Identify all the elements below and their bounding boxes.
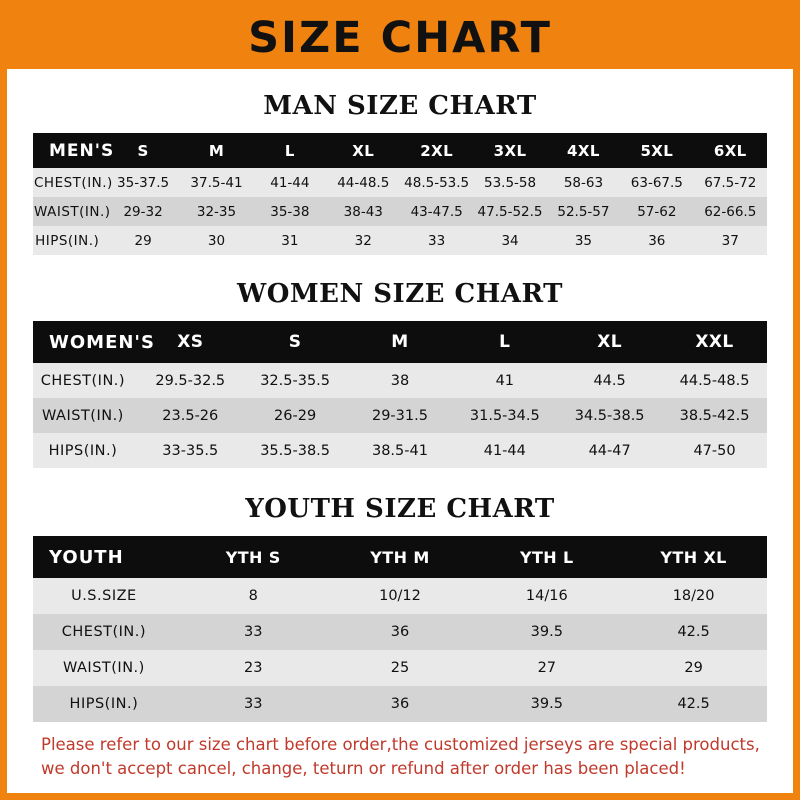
table-cell: 37.5-41 [190,174,243,191]
table-youth-size [33,536,767,722]
table-row [33,168,767,197]
page-banner [7,7,793,69]
table-cell: 38 [390,372,410,389]
table-cell: 44.5 [593,372,626,389]
row-label: WAIST(IN.) [34,203,111,220]
row-label: HIPS(IN.) [35,232,100,249]
header-cell-size: 5XL [640,141,674,160]
table-header-row [33,133,767,168]
notice-line-1: Please refer to our size chart before order,the customized jerseys are special products, [41,735,760,755]
header-cell-size: L [284,141,295,160]
table-cell: 29 [134,232,152,249]
section-man-size-chart [33,69,767,255]
row-label: WAIST(IN.) [41,407,124,424]
table-row [33,686,767,722]
table-cell: 63-67.5 [630,174,683,191]
table-cell: 39.5 [530,696,563,712]
table-cell: 43-47.5 [410,203,463,220]
table-row [33,226,767,255]
order-notice [33,723,767,793]
table-cell: 52.5-57 [557,203,610,220]
table-cell: 36 [390,624,410,640]
header-cell-size: S [137,141,149,160]
table-cell: 48.5-53.5 [404,174,470,191]
notice-line-2: we don't accept cancel, change, teturn or refund after order has been placed! [41,759,686,779]
table-cell: 31 [281,232,299,249]
row-label: HIPS(IN.) [48,442,118,459]
table-cell: 23.5-26 [162,407,219,424]
page-title: SIZE CHART [248,12,552,63]
table-header-row [33,321,767,363]
header-cell-size: XL [597,332,623,352]
section-title-women: WOMEN SIZE CHART [237,279,563,309]
header-cell-size: 6XL [713,141,747,160]
section-title-man: MAN SIZE CHART [263,91,537,121]
table-cell: 44-48.5 [337,174,390,191]
table-cell: 29.5-32.5 [155,372,226,389]
table-cell: 32.5-35.5 [260,372,331,389]
table-cell: 8 [248,588,258,604]
table-row [33,398,767,433]
header-cell-rowlabel: MEN'S [49,140,115,161]
table-cell: 35-37.5 [117,174,170,191]
table-cell: 33 [428,232,446,249]
section-title-youth: YOUTH SIZE CHART [245,494,555,524]
table-cell: 41-44 [483,442,526,459]
table-row [33,614,767,650]
table-cell: 38-43 [343,203,383,220]
table-cell: 29-31.5 [371,407,428,424]
header-cell-size: 4XL [567,141,600,160]
header-cell-rowlabel: WOMEN'S [49,331,155,353]
table-cell: 27 [537,660,557,676]
table-cell: 36 [390,696,410,712]
table-cell: 18/20 [672,588,715,604]
table-cell: 38.5-41 [371,442,428,459]
table-cell: 44.5-48.5 [679,372,750,389]
header-cell-size: M [208,141,225,160]
table-cell: 26-29 [274,407,317,424]
table-cell: 42.5 [677,624,710,640]
table-row [33,433,767,468]
row-label: WAIST(IN.) [62,660,145,676]
header-cell-size: S [288,332,302,352]
table-cell: 58-63 [563,174,604,191]
table-cell: 33-35.5 [162,442,219,459]
header-cell-size: L [499,332,511,352]
table-row [33,197,767,226]
table-cell: 37 [721,232,739,249]
table-cell: 35.5-38.5 [260,442,331,459]
table-cell: 53.5-58 [483,174,537,191]
row-label: CHEST(IN.) [61,624,147,640]
table-cell: 10/12 [379,588,421,604]
header-cell-rowlabel: YOUTH [49,546,124,568]
row-label: U.S.SIZE [71,588,137,604]
table-cell: 14/16 [525,588,568,604]
table-cell: 34 [501,232,519,249]
table-cell: 32 [354,232,372,249]
table-cell: 38.5-42.5 [679,407,750,424]
table-cell: 36 [648,232,666,249]
header-cell-size: XXL [695,332,734,352]
table-cell: 42.5 [677,696,710,712]
table-women-size [33,321,767,468]
table-cell: 25 [390,660,410,676]
table-cell: 41-44 [270,174,310,191]
table-cell: 62-66.5 [704,203,757,220]
header-cell-size: XS [177,332,204,352]
table-cell: 33 [243,624,263,640]
header-cell-size: YTH L [519,547,574,567]
row-label: HIPS(IN.) [69,696,139,712]
table-cell: 39.5 [530,624,563,640]
table-man-size [33,133,767,255]
table-cell: 34.5-38.5 [574,407,645,424]
table-row [33,650,767,686]
header-cell-size: YTH S [225,547,281,567]
table-cell: 41 [495,372,515,389]
table-cell: 47.5-52.5 [477,203,543,220]
header-cell-size: YTH XL [660,547,727,567]
section-women-size-chart [33,255,767,468]
table-cell: 57-62 [637,203,677,220]
charts-container [7,69,793,793]
table-cell: 31.5-34.5 [469,407,540,424]
table-cell: 29-32 [123,203,163,220]
table-cell: 44-47 [588,442,631,459]
table-cell: 33 [243,696,263,712]
table-cell: 32-35 [196,203,237,220]
table-cell: 35 [574,232,593,249]
header-cell-size: XL [352,141,375,160]
table-cell: 35-38 [270,203,310,220]
row-label: CHEST(IN.) [34,174,113,191]
table-row [33,363,767,398]
header-cell-size: 2XL [420,141,454,160]
table-cell: 23 [243,660,263,676]
table-cell: 47-50 [693,442,736,459]
header-cell-size: YTH M [370,547,430,567]
section-youth-size-chart [33,468,767,722]
table-cell: 67.5-72 [704,174,757,191]
table-cell: 29 [684,660,703,676]
table-cell: 30 [207,232,226,249]
table-header-row [33,536,767,578]
table-row [33,578,767,614]
header-cell-size: 3XL [493,141,527,160]
header-cell-size: M [391,332,409,352]
row-label: CHEST(IN.) [40,372,126,389]
